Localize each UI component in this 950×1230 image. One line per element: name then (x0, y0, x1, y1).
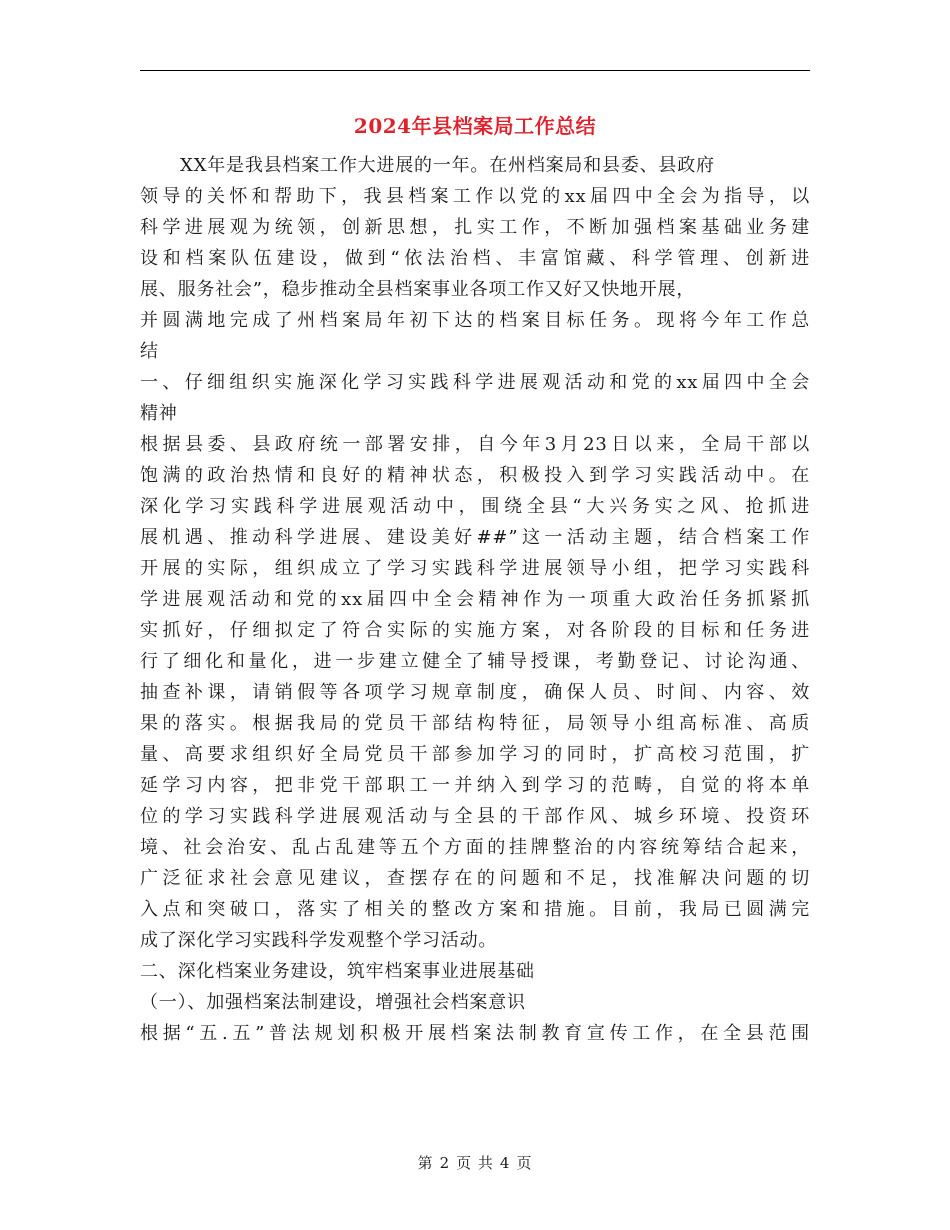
footer-total-pages: 4 (499, 1154, 511, 1172)
paragraph-line: 根据县委、县政府统一部署安排，自今年3月23日以来，全局干部以 (140, 434, 810, 455)
paragraph-line: 行了细化和量化，进一步建立健全了辅导授课，考勤登记、讨论沟通、 (140, 651, 810, 672)
section-heading-line: 精神 (140, 403, 178, 424)
header-rule (140, 70, 810, 71)
paragraph-line: 根据“五.五”普法规划积极开展档案法制教育宣传工作，在全县范围 (140, 1023, 810, 1044)
paragraph-line: 广泛征求社会意见建议，查摆存在的问题和不足，找准解决问题的切 (140, 868, 810, 889)
paragraph-line: 实抓好，仔细拟定了符合实际的实施方案，对各阶段的目标和任务进 (140, 620, 810, 641)
paragraph-line: 饱满的政治热情和良好的精神状态，积极投入到学习实践活动中。在 (140, 465, 810, 486)
paragraph-line: XX年是我县档案工作大进展的一年。在州档案局和县委、县政府 (180, 155, 715, 176)
section-heading-line: 一、仔细组织实施深化学习实践科学进展观活动和党的xx届四中全会 (140, 372, 810, 393)
footer-middle: 页 共 (456, 1154, 494, 1172)
paragraph-line: 入点和突破口，落实了相关的整改方案和措施。目前，我局已圆满完 (140, 899, 810, 920)
paragraph-line: 位的学习实践科学进展观活动与全县的干部作风、城乡环境、投资环 (140, 806, 810, 827)
paragraph-line: 科学进展观为统领，创新思想，扎实工作，不断加强档案基础业务建 (140, 217, 810, 238)
page-footer (0, 1152, 950, 1174)
paragraph-line: 延学习内容，把非党干部职工一并纳入到学习的范畴，自觉的将本单 (140, 775, 810, 796)
section-heading-line: 二、深化档案业务建设，筑牢档案事业进展基础 (140, 961, 535, 982)
paragraph-line: 展、服务社会”，稳步推动全县档案事业各项工作又好又快地开展， (140, 279, 696, 300)
paragraph-line: 并圆满地完成了州档案局年初下达的档案目标任务。现将今年工作总 (140, 310, 810, 331)
paragraph-line: 成了深化学习实践科学发观整个学习活动。 (140, 930, 498, 951)
footer-prefix: 第 (417, 1154, 434, 1172)
paragraph-line: 量、高要求组织好全局党员干部参加学习的同时，扩高校习范围，扩 (140, 744, 810, 765)
paragraph-line: 学进展观活动和党的xx届四中全会精神作为一项重大政治任务抓紧抓 (140, 589, 810, 610)
footer-page-number: 2 (439, 1154, 451, 1172)
paragraph-line: 领导的关怀和帮助下，我县档案工作以党的xx届四中全会为指导，以 (140, 186, 810, 207)
paragraph-line: 果的落实。根据我局的党员干部结构特征，局领导小组高标准、高质 (140, 713, 810, 734)
paragraph-line: 抽查补课，请销假等各项学习规章制度，确保人员、时间、内容、效 (140, 682, 810, 703)
paragraph-line: 开展的实际，组织成立了学习实践科学进展领导小组，把学习实践科 (140, 558, 810, 579)
paragraph-line: 展机遇、推动科学进展、建设美好##”这一活动主题，结合档案工作 (140, 527, 810, 548)
document-title: 2024年县档案局工作总结 (353, 114, 597, 138)
paragraph-line: 设和档案队伍建设，做到“依法治档、丰富馆藏、科学管理、创新进 (140, 248, 810, 269)
paragraph-line: 结 (140, 341, 159, 362)
paragraph-line: 境、社会治安、乱占乱建等五个方面的挂牌整治的内容统筹结合起来， (140, 837, 810, 858)
footer-suffix: 页 (516, 1154, 533, 1172)
document-body (140, 150, 810, 1049)
subsection-heading-line: （一）、加强档案法制建设，增强社会档案意识 (140, 992, 526, 1013)
paragraph-line: 深化学习实践科学进展观活动中，围绕全县“大兴务实之风、抢抓进 (140, 496, 810, 517)
